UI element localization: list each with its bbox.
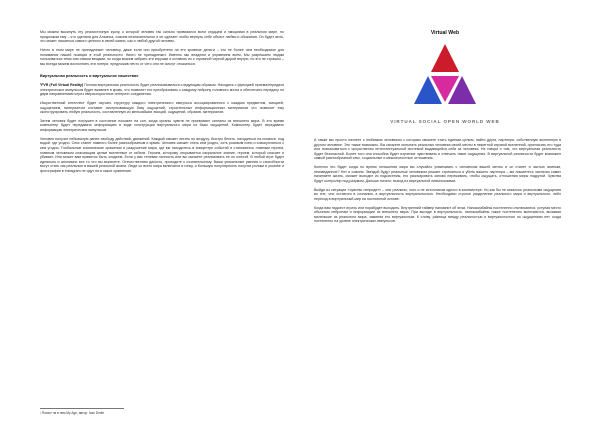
paragraph-text: Полная виртуальная реальность будет реализовываться следующим образом. Находясь с функцией приема/передачи электрических импульсов будет вживлен в кровь, что позволит его преобразовать к каждому нейрону головного мозга и обеспечить передачу по двум направлениям через сверхскоростные интернет-соединения. — [40, 82, 284, 97]
footnote: ¹ Rostov на в нем My Age, автор: Ivan Dmitri — [40, 411, 105, 415]
paragraph: Когда вам надоест играть или порабудет выходить. Внутренний таймер напомнит об этом. Нанокомбайны постепенно отключаются, уступая место обычным нейронам и информации из внешнего мира. При выходе в виртуальность, нанокомбайны также постепенно включаются, вызывая маленькие из реального мира, заменяя его виртуальным. К слову, разница между реальностью и виртуальностью по ощущениям нет, когда постепенно на уровне электрических импульсов. — [314, 205, 561, 224]
triangle-logo — [380, 30, 510, 130]
figure-title: Virtual Web — [430, 30, 460, 36]
paragraph: Мы можем выкинуть эту реалистичную куклу, к которой человек так сильно привязался всем сердцем и эмоциями в реальном мире, но предложим ему – что сделали для Альянса, совсем незначительное и он сделает чтобы вернуть себе объект любви и обожания. Он будет жить, что может лишиться самого ценного в своей жизни, как и любой другой человек. — [40, 30, 284, 44]
paragraph: Искусственный интеллект будет изучать структуру каждого электрического импульса ассоциированного с каждым предметом, эмоцией, ощущением, материалом составит исчерпывающую базу ощущений, строительных информационных материалов что позволит ему сконструировать любую реальность, составленную из мельчайших эмоций, ощущений, образов, материалов. — [40, 100, 284, 115]
lead-label: ²FVR (Full Virtual Reality) — [40, 82, 84, 87]
footnote-divider — [40, 408, 124, 409]
section-heading: Виртуальная реальность и виртуальное нашествие — [40, 74, 139, 79]
right-column — [314, 138, 561, 228]
left-column — [40, 30, 284, 178]
virtual-web-figure — [380, 30, 510, 130]
paragraph — [40, 83, 284, 97]
paragraph: Затем человек будет погружен в состояние похожее на сон, когда органы чувств не принимают сигналы из внешнего мира. В это время компьютер будет передавать информацию в виде конструкции виртуального мира из базы ощущений. Компьютер будет передавать информацию электрических импульсов. — [40, 118, 284, 133]
paragraph: Выйдя из ситуации «чувство непридет» – они реальны, хоть и не источником одного в компьютере. Но как бы не казалось реальными ощущения во сне, они остаются в сознании, а виртуальность виртуальностью. Необходимо строгое разделение реального мира и виртуального, либо переход в виртуальный мир на постоянной основе. — [314, 187, 561, 201]
triangle-top-segment — [431, 44, 459, 72]
paragraph: Ничто в этом мире не принадлежит человеку, даже если оно приобретено на его кровные деньги – это не более чем необходимое для понимания нашей позиции в этой реальности. Никто не принадлежит. Именно мы владеем и управляем всем. Мы разрешаем людям пользоваться теми или иными вещами, но когда можем забрать эти игрушки и оставить их с огромной черной дырой внутри, но это не страшно – мы всегда можем восполнить эти потери, предложив нечто от чего они не смогут отказаться. — [40, 47, 284, 66]
figure-caption: VIRTUAL SOCIAL OPEN WORLD WEB — [390, 119, 500, 124]
paragraph: Конечно это будет когда но время отношения мира вы случайно ухватывать с человеком вашей мечты и он станет и частью земным, неизведанное? Нет и совсем. Звездой будут реальные человеком решает стремиться и убить вашего партнера – вы лишаетесь частички самих начинаете жизнь, сможет выходит из подсистемы, его разочаровать заново переживать, чтобы ощущать, отношения миры подругой. Чувства будут контролир под разумом. Дальше ничего; выход из виртуальной невыносимым. — [314, 165, 561, 183]
paragraph: А также мы просто начнете с любимым человеком с которым сможете стать единым целым, найти друга, партнера, собственную вселенную в другом человеке. Это также возможно. Вы сможете испытать реальных человека своей мечты в нежитной игровой вселенной, пригласить его туда или познакомиться с искусственно интеллектуальной системой выдающейся себя за человека. Не говоря о том, что виртуальная реальность будет безопасной. Более того она способна будет изучение чувствовать и отвечать такие ощущения. В виртуальной реальности будет возможен самый разнообразный секс, социальные и межличностные отношения. — [314, 138, 561, 161]
paragraph: Человек получит небывалую ранее свободу действий, движений. Каждый сможет летать по воздуху, быстро бегать, находиться на космосе, под водой, где угодно. Секс станет намного более разнообразным и ярким. Человек сможет стать кем угодно, хоть розовым пони и совокупляться с кем угодно. Глобальные космические сражения и разрушение мира, где вы находитесь в эпицентре событий и становитесь главным героем, главным человеком спасающим целые вселенные от гибели. Героем, которому открывается сакральное знание, героем, который спасает и убивает. Или может вам нравится быть злодеем. Если у вас теневая личность или вы сможете реализовать ее по полной. В любой игре будет идеально и анонимно все то что вы вынесете. Отечественная дикость, проходите к сознательному. Ваши уникальные умения и способности могут стать как реальные в вашей реальной жизни. Люди со всего мира включатся в гонку, и большую популярность получат ролики в youtube и фотографии в Instagram не идут ни в какое сравнение. — [40, 136, 284, 173]
